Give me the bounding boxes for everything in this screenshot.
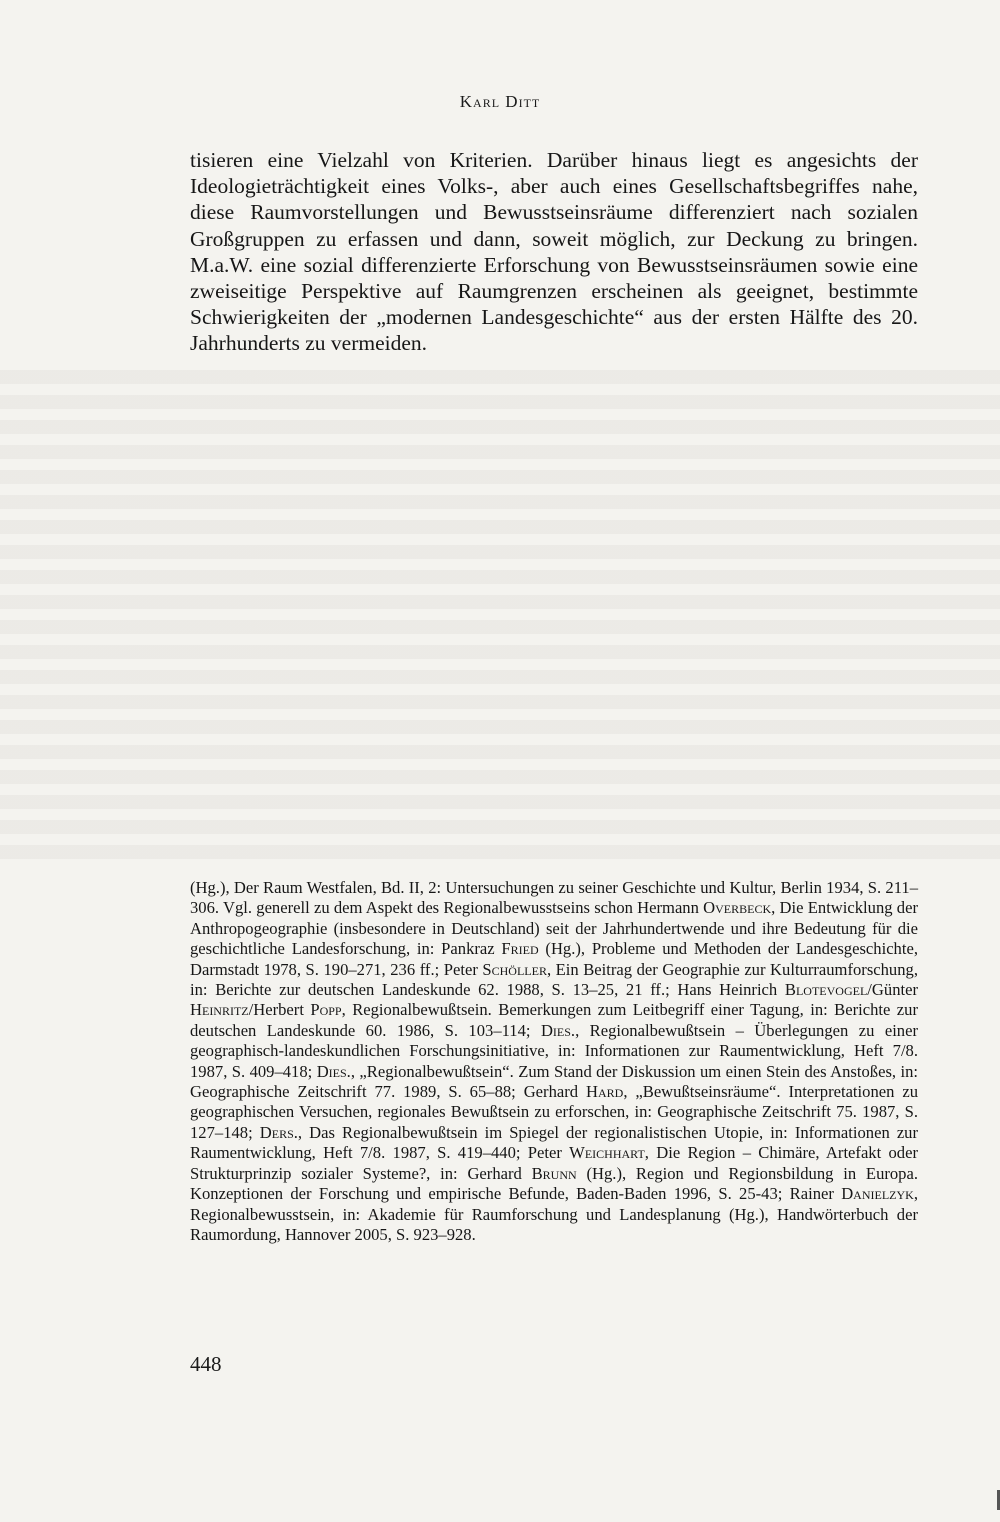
- author-name: Overbeck: [703, 898, 772, 918]
- author-name: Popp: [310, 1000, 342, 1020]
- author-name: Weichhart: [569, 1143, 645, 1163]
- footnote-text: (Hg.), Region und Regionsbildung in Europa. Konzeptionen der Forschung und empirische Befunde, Baden-Baden 1996, S. 25-43; Rainer: [190, 1163, 918, 1204]
- author-name: Fried: [501, 939, 539, 959]
- author-name: Hard: [585, 1082, 624, 1102]
- author-name: Brunn: [531, 1163, 577, 1183]
- show-through-texture: [0, 370, 1000, 860]
- footnote-text: (Hg.), Der Raum Westfalen, Bd. II, 2: Untersuchungen zu seiner Geschichte und Kultur, Berlin 1934, S. 211–306. Vgl. generell zu dem Aspekt des Regionalbewusstseins schon Hermann: [190, 878, 918, 918]
- author-name: Ders.: [259, 1122, 298, 1142]
- footnote-text: , „Bewußtseinsräume“. Interpretationen zu geographischen Versuchen, regionales Bewußtsein zu erforschen, in: Geographische Zeitschrift 75. 1987, S. 127–148;: [190, 1082, 918, 1142]
- footnote-text: , Ein Beitrag der Geographie zur Kulturraumforschung, in: Berichte zur deutschen Landeskunde 62. 1988, S. 13–25, 21 ff.; Hans Heinrich: [190, 959, 918, 1000]
- footnote-text: /Günter: [867, 980, 918, 1000]
- footnote-text: , Regionalbewußtsein. Bemerkungen zum Leitbegriff einer Tagung, in: Berichte zur deutschen Landeskunde 60. 1986, S. 103–114;: [190, 1000, 918, 1040]
- author-name: Heinritz: [190, 1000, 249, 1020]
- footnote-text: , Die Entwicklung der Anthropogeographie (insbesondere in Deutschland) seit der Jahrhundertwende und ihre Bedeutung für die geschichtliche Landesforschung, in: Pankraz: [190, 898, 918, 959]
- author-name: Schöller: [482, 959, 547, 979]
- footnote: [190, 878, 918, 1245]
- footnote-text: /Herbert: [248, 1000, 311, 1020]
- footnote-text: , Regionalbewußtsein – Überlegungen zu einer geographisch-landeskundlichen Forschungsinitiative, in: Informationen zur Raumentwicklung, Heft 7/8. 1987, S. 409–418;: [190, 1020, 918, 1081]
- footnote-text: (Hg.), Probleme und Methoden der Landesgeschichte, Darmstadt 1978, S. 190–271, 236 ff.; Peter: [190, 939, 918, 979]
- author-name: Dies.: [540, 1020, 576, 1040]
- author-name: Dies.: [316, 1061, 351, 1081]
- author-name: Danielzyk: [841, 1184, 914, 1204]
- footnote-text: , „Regionalbewußtsein“. Zum Stand der Diskussion um einen Stein des Anstoßes, in: Geographische Zeitschrift 77. 1989, S. 65–88; Gerhard: [190, 1061, 918, 1102]
- author-name: Blotevogel: [784, 980, 868, 1000]
- body-paragraph: tisieren eine Vielzahl von Kriterien. Darüber hinaus liegt es angesichts der Ideologieträchtigkeit eines Volks-, aber auch eines Gesellschaftsbegriffes nahe, diese Raumvorstellungen und Bewusstseinsräume differenziert nach sozialen Großgruppen zu erfassen und dann, soweit möglich, zur Deckung zu bringen. M.a.W. eine sozial differenzierte Erforschung von Bewusstseinsräumen sowie eine zweiseitige Perspektive auf Raumgrenzen erscheinen als geeignet, bestimmte Schwierigkeiten der „modernen Landesgeschichte“ aus der ersten Hälfte des 20. Jahrhunderts zu vermeiden.: [190, 148, 918, 356]
- footnote-text: , Das Regionalbewußtsein im Spiegel der regionalistischen Utopie, in: Informationen zur Raumentwicklung, Heft 7/8. 1987, S. 419–440; Peter: [190, 1122, 919, 1163]
- footnote-text: , Regionalbewusstsein, in: Akademie für Raumforschung und Landesplanung (Hg.), Handwörterbuch der Raumordung, Hannover 2005, S. 923–928.: [190, 1184, 918, 1244]
- page-number: 448: [190, 1352, 222, 1376]
- footnote-text: , Die Region – Chimäre, Artefakt oder Strukturprinzip sozialer Systeme?, in: Gerhard: [190, 1143, 918, 1183]
- running-head: Karl Ditt: [459, 92, 541, 111]
